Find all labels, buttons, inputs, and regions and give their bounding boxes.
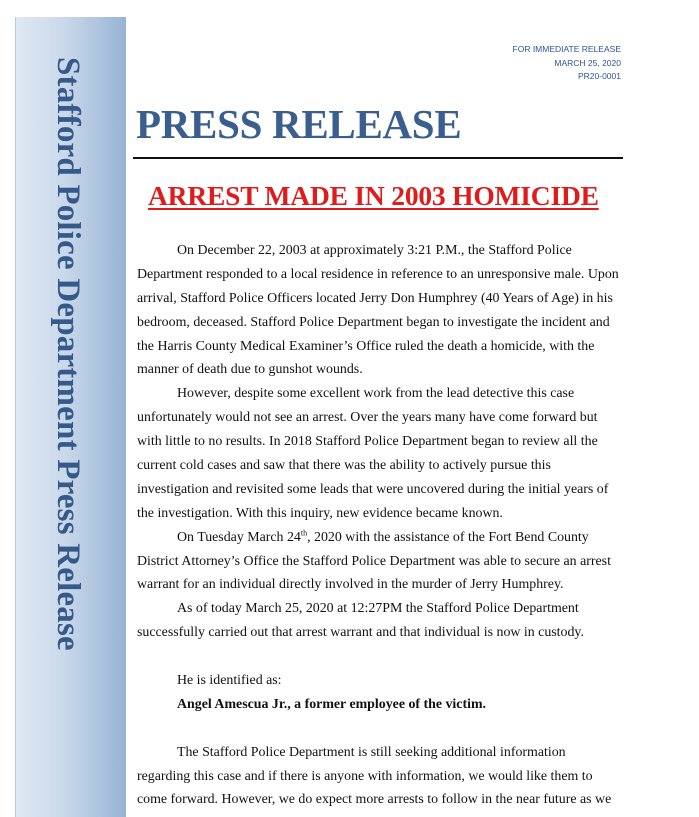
body-line: manner of death due to gunshot wounds. bbox=[137, 362, 363, 378]
body-line: successfully carried out that arrest warrant and that individual is now in custody. bbox=[137, 625, 584, 641]
body-line: bedroom, deceased. Stafford Police Department began to investigate the incident and bbox=[137, 314, 610, 330]
headline: ARREST MADE IN 2003 HOMICIDE bbox=[148, 180, 599, 211]
identified-label: He is identified as: bbox=[177, 673, 282, 689]
body-line: current cold cases and saw that there was the ability to actively pursue this bbox=[137, 458, 551, 474]
body-line: investigation and revisited some leads that were uncovered during the initial years of bbox=[137, 481, 609, 497]
body-line: As of today March 25, 2020 at 12:27PM the Stafford Police Department bbox=[177, 601, 579, 617]
body-line: with little to no results. In 2018 Stafford Police Department began to review all the bbox=[137, 434, 598, 450]
release-id: PR20-0001 bbox=[577, 71, 621, 81]
sidebar-banner bbox=[15, 17, 126, 817]
body-line: unfortunately would not see an arrest. Over the years many have come forward but bbox=[137, 410, 598, 426]
spacer bbox=[137, 717, 617, 741]
body-line: The Stafford Police Department is still seeking additional information bbox=[177, 744, 566, 760]
body-line: Department responded to a local residence in reference to an unresponsive male. Upon bbox=[137, 266, 619, 282]
release-meta bbox=[513, 43, 621, 84]
body-line: come forward. However, we do expect more arrests to follow in the near future as we bbox=[137, 792, 612, 808]
suspect-name: Angel Amescua Jr., a former employee of the victim. bbox=[177, 696, 486, 712]
sidebar-title: Stafford Police Department Press Release bbox=[50, 57, 86, 651]
body-line: the Harris County Medical Examiner’s Office ruled the death a homicide, with the bbox=[137, 338, 595, 354]
release-date: MARCH 25, 2020 bbox=[554, 57, 621, 68]
spacer bbox=[137, 645, 617, 669]
body-line: On December 22, 2003 at approximately 3:21 P.M., the Stafford Police bbox=[177, 243, 572, 258]
body-line: the investigation. With this inquiry, new evidence became known. bbox=[137, 505, 503, 521]
body-line: regarding this case and if there is anyone with information, we would like them to bbox=[137, 768, 593, 784]
body-line: District Attorney’s Office the Stafford Police Department was able to secure an arrest bbox=[137, 553, 611, 569]
body-line: arrival, Stafford Police Officers located Jerry Don Humphrey (40 Years of Age) in his bbox=[137, 290, 613, 306]
press-release-body bbox=[137, 239, 617, 812]
title-divider bbox=[133, 157, 623, 159]
release-type: FOR IMMEDIATE RELEASE bbox=[512, 44, 621, 54]
body-line: warrant for an individual directly involved in the murder of Jerry Humphrey. bbox=[137, 577, 564, 593]
body-line: However, despite some excellent work from the lead detective this case bbox=[177, 386, 575, 402]
body-line: On Tuesday March 24th, 2020 with the assistance of the Fort Bend County bbox=[177, 528, 589, 545]
page-title: PRESS RELEASE bbox=[136, 101, 462, 147]
